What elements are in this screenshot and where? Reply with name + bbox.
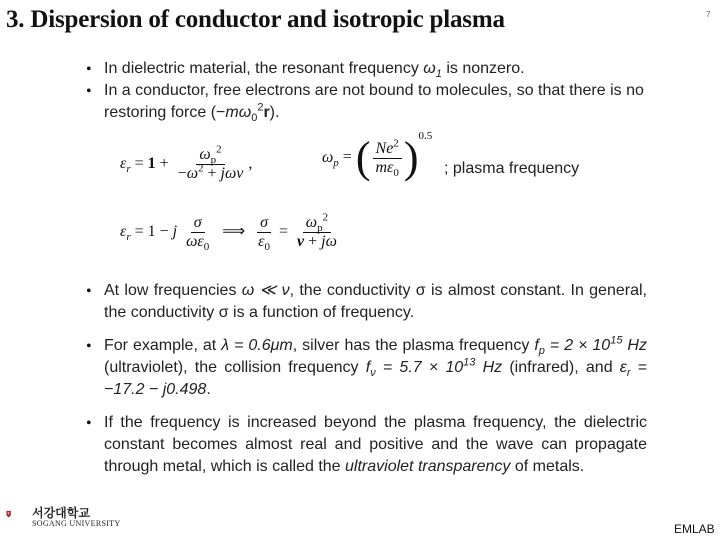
- lab-name: EMLAB: [674, 522, 715, 536]
- omega-1: $\omega_1$: [423, 60, 442, 81]
- university-name-korean: 서강대학교: [32, 506, 90, 520]
- plasma-freq-value: $f_p = 2 \times 10^{15}$ Hz: [534, 334, 647, 358]
- bullet-marker: •: [86, 83, 92, 100]
- collision-freq-value: $f_\nu = 5.7 \times 10^{13}$ Hz: [365, 356, 503, 380]
- omega-much-less-nu: ω ≪ ν: [241, 282, 290, 299]
- university-name-english: SOGANG UNIVERSITY: [32, 519, 121, 528]
- bullet-marker: •: [86, 415, 92, 432]
- equation-plasma-frequency: $\omega_p$ = ( $\frac{Ne^2}{m\varepsilon_0}$ )$^{0.5}$: [322, 130, 433, 182]
- bullet-marker: •: [86, 61, 92, 78]
- restoring-force-math: $-m\omega_0^2r$: [216, 101, 270, 125]
- bullet-3: At low frequencies ω ≪ ν, the conductivity σ is almost constant. In general, the conductivity σ is a function of frequency.: [104, 282, 647, 321]
- bullet-marker: •: [86, 338, 92, 355]
- bullet-marker: •: [86, 283, 92, 300]
- bullet-1: In dielectric material, the resonant frequency $\omega_1$ is nonzero.: [104, 60, 525, 81]
- bullet-5: If the frequency is increased beyond the plasma frequency, the dielectric constant becomes almost real and positive and the wave can propagate through metal, which is called the ultraviolet transparency of metals.: [104, 414, 647, 475]
- page-number: 7: [706, 10, 711, 19]
- sogang-university-logo: [6, 500, 30, 528]
- equation-conductivity: $\varepsilon_r = 1 - j$ $\frac{\sigma}{\omega\varepsilon_0}$ ⟹ $\frac{\sigma}{\varepsilon_0}$ = $\frac{\omega_p^2}{\nu + j\omega}$: [120, 211, 337, 254]
- bullet-4: For example, at λ = 0.6μm, silver has the plasma frequency $f_p = 2 \times 10^{15}$ Hz (ultraviolet), the collision frequency $f_\nu = 5.7 \times 10^{13}$ Hz (infrared), and $\varepsilon_r = -17.2 - j0.498$.: [104, 334, 648, 398]
- slide-title: 3. Dispersion of conductor and isotropic plasma: [6, 6, 505, 33]
- bullet-2: In a conductor, free electrons are not bound to molecules, so that there is no restoring force $(-m\omega_0^2r)$.: [104, 82, 644, 125]
- epsilon-value: $\varepsilon_r = -17.2 - j0.498$: [104, 359, 648, 398]
- wavelength-math: λ = 0.6μm: [221, 337, 293, 354]
- equation-epsilon-r: $\varepsilon_r = 1$ + $\frac{\omega_p^2}{-\omega^2 + j\omega\nu}$ ,: [120, 143, 253, 182]
- plasma-frequency-label: ; plasma frequency: [444, 160, 580, 177]
